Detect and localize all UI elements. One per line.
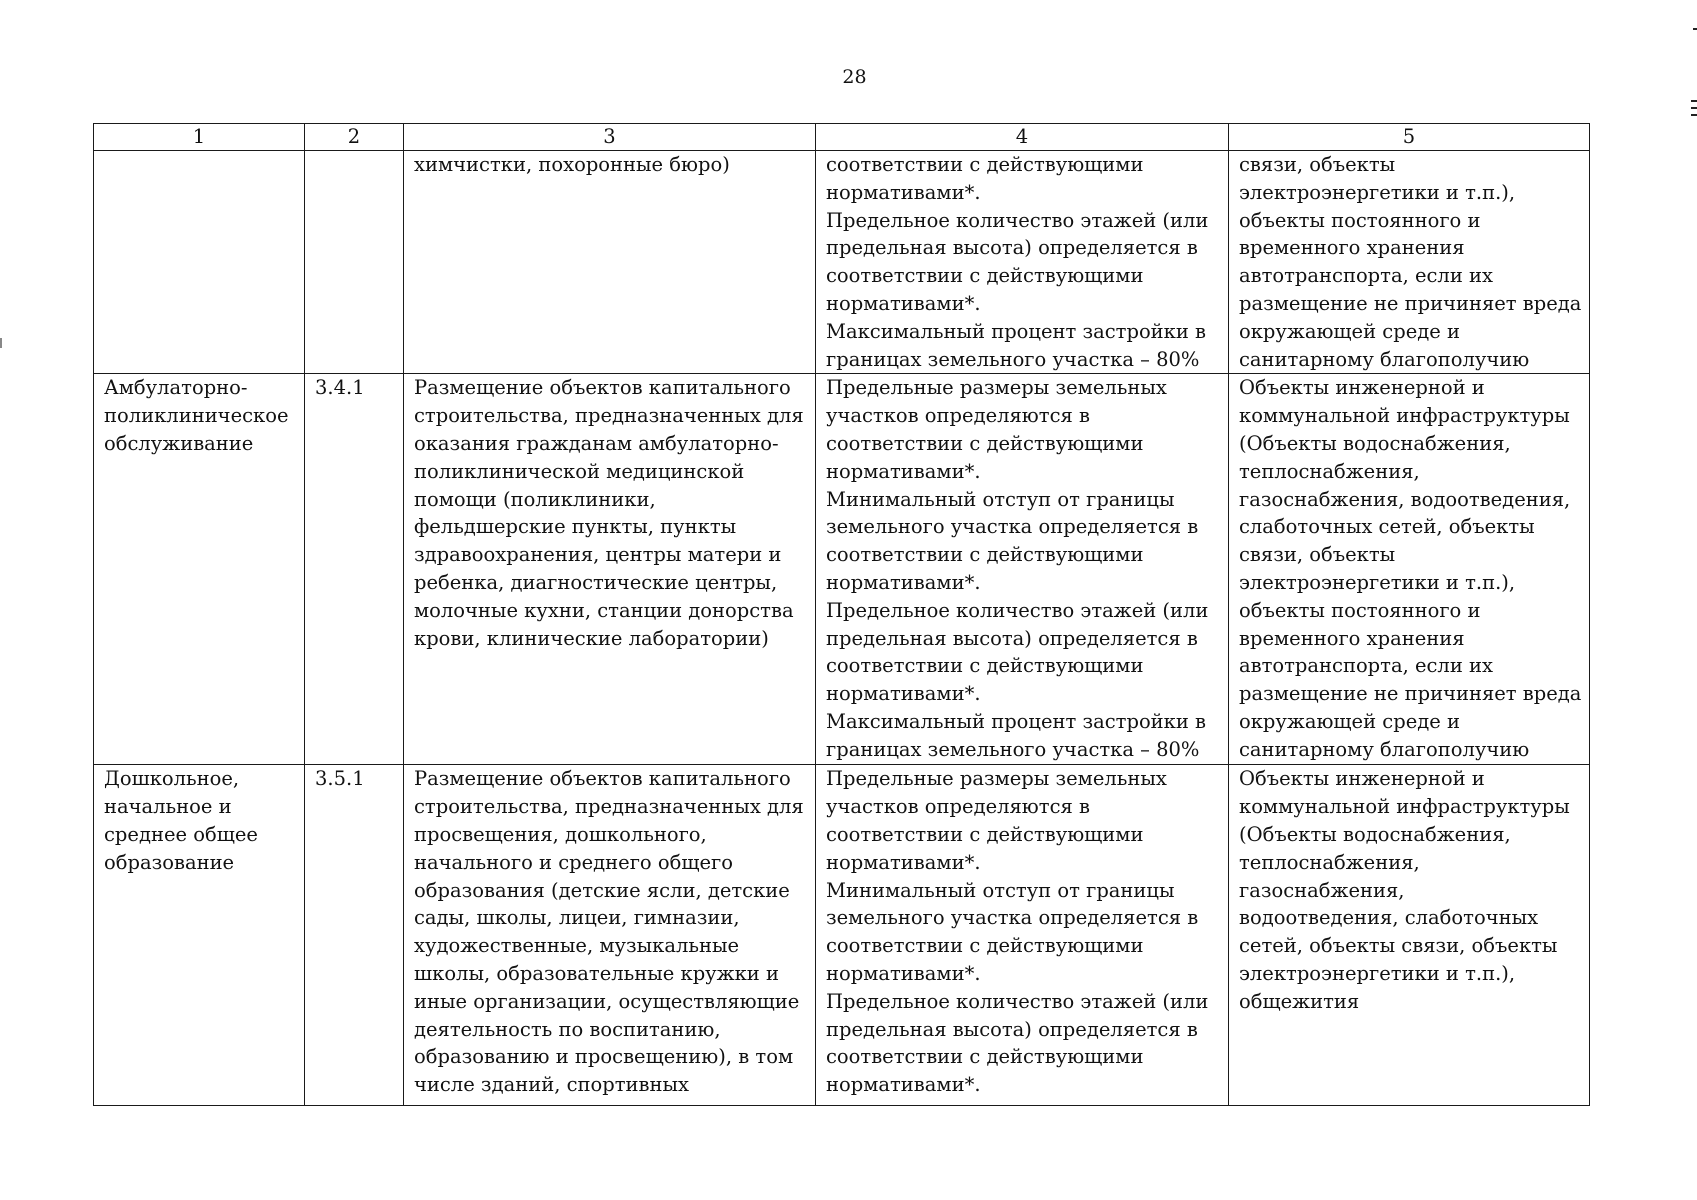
text-line: крови, клинические лаборатории) bbox=[414, 626, 769, 650]
text-line: нормативами*. bbox=[826, 850, 981, 874]
text-line: начального и среднего общего bbox=[414, 850, 733, 874]
text-line: теплоснабжения, bbox=[1239, 459, 1420, 483]
text-line: электроэнергетики и т.п.), bbox=[1239, 180, 1516, 204]
text-line: Предельные размеры земельных bbox=[826, 767, 1167, 791]
text-line: автотранспорта, если их bbox=[1239, 654, 1494, 678]
text-line: связи, объекты bbox=[1239, 543, 1396, 567]
text-line: предельная высота) определяется в bbox=[826, 1017, 1198, 1041]
text-line: соответствии с действующими bbox=[826, 153, 1144, 176]
text-line: связи, объекты bbox=[1239, 153, 1396, 176]
text-line: иные организации, осуществляющие bbox=[414, 989, 800, 1013]
text-line: коммунальной инфраструктуры bbox=[1239, 404, 1570, 428]
text-line: водоотведения, слаботочных bbox=[1239, 906, 1539, 930]
text-line: объекты постоянного и bbox=[1239, 208, 1481, 232]
text-line: 3.5.1 bbox=[315, 767, 365, 791]
text-line: деятельность по воспитанию, bbox=[414, 1017, 721, 1041]
cell-description bbox=[404, 765, 816, 1106]
text-line: строительства, предназначенных для bbox=[414, 795, 804, 819]
cell-use-code bbox=[305, 151, 404, 374]
text-line: Минимальный отступ от границы bbox=[826, 878, 1175, 902]
text-line: образования (детские ясли, детские bbox=[414, 878, 790, 902]
cell-description bbox=[404, 374, 816, 765]
text-line: нормативами*. bbox=[826, 291, 981, 315]
text-line: коммунальной инфраструктуры bbox=[1239, 795, 1570, 819]
text-line: Размещение объектов капитального bbox=[414, 767, 791, 791]
text-line: Предельное количество этажей (или bbox=[826, 208, 1209, 232]
cell-auxiliary bbox=[1229, 765, 1590, 1106]
cell-use-name bbox=[94, 151, 305, 374]
text-line: оказания гражданам амбулаторно- bbox=[414, 431, 779, 455]
table-row bbox=[94, 151, 1590, 374]
text-line: соответствии с действующими bbox=[826, 654, 1144, 678]
text-line: границах земельного участка – 80% bbox=[826, 347, 1200, 371]
text-line: образованию и просвещению), в том bbox=[414, 1045, 794, 1069]
text-line: участков определяются в bbox=[826, 404, 1090, 428]
text-line: молочные кухни, станции донорства bbox=[414, 598, 794, 622]
text-line: газоснабжения, bbox=[1239, 878, 1405, 902]
cell-auxiliary bbox=[1229, 151, 1590, 374]
text-line: Минимальный отступ от границы bbox=[826, 487, 1175, 511]
text-line: Дошкольное, bbox=[104, 767, 240, 791]
text-line: соответствии с действующими bbox=[826, 822, 1144, 846]
scan-edge-mark bbox=[0, 338, 2, 348]
text-line: соответствии с действующими bbox=[826, 264, 1144, 288]
scan-edge-mark bbox=[1691, 100, 1697, 116]
text-line: Максимальный процент застройки в bbox=[826, 709, 1207, 733]
text-line: предельная высота) определяется в bbox=[826, 626, 1198, 650]
scan-edge-mark bbox=[1693, 28, 1697, 30]
text-line: размещение не причиняет вреда bbox=[1239, 682, 1582, 706]
text-line: сетей, объекты связи, объекты bbox=[1239, 934, 1558, 958]
column-header: 4 bbox=[816, 124, 1229, 151]
text-line: санитарному благополучию bbox=[1239, 347, 1530, 371]
text-line: школы, образовательные кружки и bbox=[414, 961, 779, 985]
text-line: Объекты инженерной и bbox=[1239, 767, 1485, 791]
text-line: обслуживание bbox=[104, 431, 254, 455]
cell-use-code bbox=[305, 374, 404, 765]
cell-parameters bbox=[816, 765, 1229, 1106]
text-line: электроэнергетики и т.п.), bbox=[1239, 961, 1516, 985]
text-line: земельного участка определяется в bbox=[826, 515, 1199, 539]
text-line: Максимальный процент застройки в bbox=[826, 319, 1207, 343]
text-line: Объекты инженерной и bbox=[1239, 376, 1485, 400]
text-line: участков определяются в bbox=[826, 795, 1090, 819]
text-line: фельдшерские пункты, пункты bbox=[414, 515, 737, 539]
cell-description bbox=[404, 151, 816, 374]
text-line: нормативами*. bbox=[826, 180, 981, 204]
page-number: 28 bbox=[842, 66, 867, 88]
text-line: поликлиническое bbox=[104, 404, 289, 428]
text-line: соответствии с действующими bbox=[826, 934, 1144, 958]
land-use-table bbox=[93, 123, 1590, 1106]
text-line: границах земельного участка – 80% bbox=[826, 737, 1200, 761]
text-line: нормативами*. bbox=[826, 961, 981, 985]
text-line: помощи (поликлиники, bbox=[414, 487, 656, 511]
text-line: нормативами*. bbox=[826, 682, 981, 706]
text-line: ребенка, диагностические центры, bbox=[414, 570, 778, 594]
text-line: Амбулаторно- bbox=[104, 376, 248, 400]
text-line: окружающей среде и bbox=[1239, 319, 1460, 343]
cell-use-code bbox=[305, 765, 404, 1106]
text-line: газоснабжения, водоотведения, bbox=[1239, 487, 1571, 511]
text-line: временного хранения bbox=[1239, 626, 1465, 650]
text-line: начальное и bbox=[104, 795, 232, 819]
text-line: электроэнергетики и т.п.), bbox=[1239, 570, 1516, 594]
text-line: 3.4.1 bbox=[315, 376, 365, 400]
cell-parameters bbox=[816, 374, 1229, 765]
text-line: санитарному благополучию bbox=[1239, 737, 1530, 761]
text-line: здравоохранения, центры матери и bbox=[414, 543, 782, 567]
text-line: поликлинической медицинской bbox=[414, 459, 745, 483]
text-line: химчистки, похоронные бюро) bbox=[414, 153, 730, 176]
text-line: нормативами*. bbox=[826, 1073, 981, 1097]
table-row bbox=[94, 374, 1590, 765]
text-line: сады, школы, лицеи, гимназии, bbox=[414, 906, 740, 930]
text-line: теплоснабжения, bbox=[1239, 850, 1420, 874]
text-line: Предельные размеры земельных bbox=[826, 376, 1167, 400]
text-line: (Объекты водоснабжения, bbox=[1239, 822, 1511, 846]
text-line: размещение не причиняет вреда bbox=[1239, 291, 1582, 315]
text-line: Размещение объектов капитального bbox=[414, 376, 791, 400]
text-line: соответствии с действующими bbox=[826, 543, 1144, 567]
text-line: соответствии с действующими bbox=[826, 1045, 1144, 1069]
text-line: Предельное количество этажей (или bbox=[826, 989, 1209, 1013]
text-line: Предельное количество этажей (или bbox=[826, 598, 1209, 622]
text-line: среднее общее bbox=[104, 822, 258, 846]
column-header: 1 bbox=[94, 124, 305, 151]
text-line: образование bbox=[104, 850, 235, 874]
text-line: временного хранения bbox=[1239, 236, 1465, 260]
text-line: числе зданий, спортивных bbox=[414, 1073, 690, 1097]
cell-use-name bbox=[94, 374, 305, 765]
text-line: соответствии с действующими bbox=[826, 431, 1144, 455]
text-line: нормативами*. bbox=[826, 459, 981, 483]
text-line: нормативами*. bbox=[826, 570, 981, 594]
text-line: окружающей среде и bbox=[1239, 709, 1460, 733]
text-line: слаботочных сетей, объекты bbox=[1239, 515, 1535, 539]
text-line: автотранспорта, если их bbox=[1239, 264, 1494, 288]
text-line: объекты постоянного и bbox=[1239, 598, 1481, 622]
table-header-row bbox=[94, 124, 1590, 151]
column-header: 5 bbox=[1229, 124, 1590, 151]
text-line: художественные, музыкальные bbox=[414, 934, 740, 958]
text-line: строительства, предназначенных для bbox=[414, 404, 804, 428]
text-line: общежития bbox=[1239, 989, 1360, 1013]
cell-use-name bbox=[94, 765, 305, 1106]
text-line: предельная высота) определяется в bbox=[826, 236, 1198, 260]
text-line: земельного участка определяется в bbox=[826, 906, 1199, 930]
cell-parameters bbox=[816, 151, 1229, 374]
column-header: 3 bbox=[404, 124, 816, 151]
table-row bbox=[94, 765, 1590, 1106]
cell-auxiliary bbox=[1229, 374, 1590, 765]
column-header: 2 bbox=[305, 124, 404, 151]
text-line: (Объекты водоснабжения, bbox=[1239, 431, 1511, 455]
text-line: просвещения, дошкольного, bbox=[414, 822, 707, 846]
